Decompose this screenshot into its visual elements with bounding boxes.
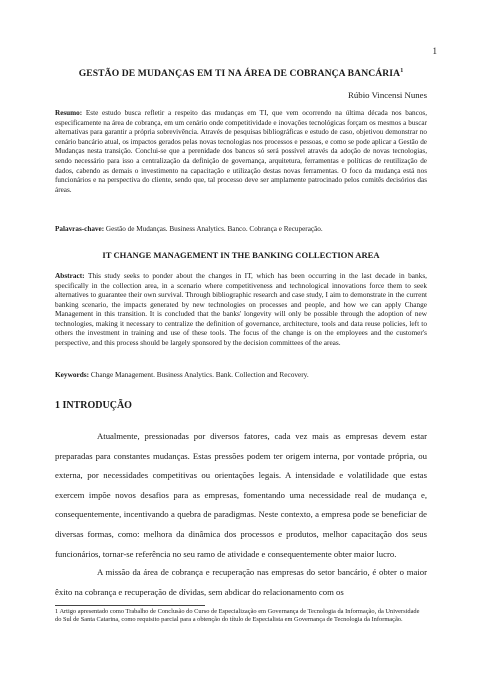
keywords-text: Change Management. Business Analytics. Bank. Collection and Recovery. <box>90 370 309 379</box>
palavras-chave-text: Gestão de Mudanças. Business Analytics. Banco. Cobrança e Recuperação. <box>105 225 323 233</box>
paper-title-pt <box>0 68 482 79</box>
body-paragraph-1: Atualmente, pressionadas por diversos fatores, cada vez mais as empresas devem estar preparadas para constantes mudanças. Estas pressões podem ter origem interna, por vontade própria, ou externa, por necessidades competitivas ou orientações legais. A intensidade e volatilidade que estas exercem impõe novos desafios para as empresas, fomentando uma necessidade real de mudança e, consequentemente, incentivando a quebra de paradigmas. Neste contexto, a empresa pode se beneficiar de diversas formas, como: melhora da dinâmica dos processos e produtos, melhor capacitação dos seus funcionários, tornar-se referência no seu ramo de atividade e consequentemente obter maior lucro. <box>55 431 427 559</box>
palavras-chave <box>55 225 427 235</box>
resumo-text: Este estudo busca refletir a respeito das mudanças em TI, que vem ocorrendo na última década nos bancos, especificamente na área de cobrança, em um cenário onde competitividade e inovações tecnológicas forçam os mesmos a buscar alternativas para garantir a própria sobrevivência. Através de pesquisas bibliográficas e estudo de caso, objetivou demonstrar no cenário bancário atual, os impactos gerados pelas novas tecnologias nos processos e pessoas, e como se pode aplicar a Gestão de Mudanças nesta transição. Conclui-se que a perenidade dos bancos só será possível através da adoção de novas tecnologias, sendo necessário para isso a centralização da definição de governança, arquitetura, ferramentas e políticas de reutilização de dados, cabendo as demais o investimento na capacitação e utilização destas novas ferramentas. O foco da mudança está nos funcionários e na perspectiva do cliente, sendo que, tal processo deve ser amplamente patrocinado pelos comitês decisórios das áreas. <box>55 109 428 194</box>
paper-title-en: IT CHANGE MANAGEMENT IN THE BANKING COLLECTION AREA <box>102 250 380 260</box>
keywords <box>55 370 427 380</box>
author-name: Rúbio Vincensi Nunes <box>348 90 427 100</box>
body-paragraph-2: A missão da área de cobrança e recuperação nas empresas do setor bancário, é obter o maior êxito na cobrança e recuperação de dívidas, sem abdicar do relacionamento com os <box>55 567 427 597</box>
footnote-divider <box>55 605 205 606</box>
palavras-chave-label: Palavras-chave: <box>55 225 105 233</box>
abstract-text: This study seeks to ponder about the changes in IT, which has been occurring in the last decade in banks, specifically in the collection area, in a scenario where competitiveness and technological innovations force them to seek alternatives to guarantee their own survival. Through bibliographic research and case study, I aim to demonstrate in the current banking scenario, the impacts generated by new technologies on processes and people, and how we can apply Change Management in this transition. It is concluded that the banks' longevity will only be possible through the adoption of new technologies, making it necessary to centralize the definition of governance, architecture, tools and data reuse policies, left to others the investment in training and use of these tools. The focus of the change is on the employees and the customer's perspective, and this process should be largely sponsored by the decision committees of the areas. <box>55 271 427 347</box>
abstract-label: Abstract: <box>55 271 85 280</box>
page-number: 1 <box>432 46 437 56</box>
section-heading-introducao: 1 INTRODUÇÃO <box>55 400 132 411</box>
keywords-label: Keywords: <box>55 370 90 379</box>
footnote: 1 Artigo apresentado como Trabalho de Conclusão do Curso de Especialização em Governança de Tecnologia da Informação, da Universidade do Sul de Santa Catarina, como requisito parcial para a obtenção do título de Especialista em Governança de Tecnologia da Informação. <box>55 608 420 624</box>
resumo-label: Resumo: <box>55 109 83 117</box>
paper-title-text: GESTÃO DE MUDANÇAS EM TI NA ÁREA DE COBRANÇA BANCÁRIA <box>78 68 401 80</box>
resumo-paragraph <box>55 109 427 195</box>
title-footnote-marker: 1 <box>400 68 404 74</box>
abstract-paragraph <box>55 271 427 347</box>
